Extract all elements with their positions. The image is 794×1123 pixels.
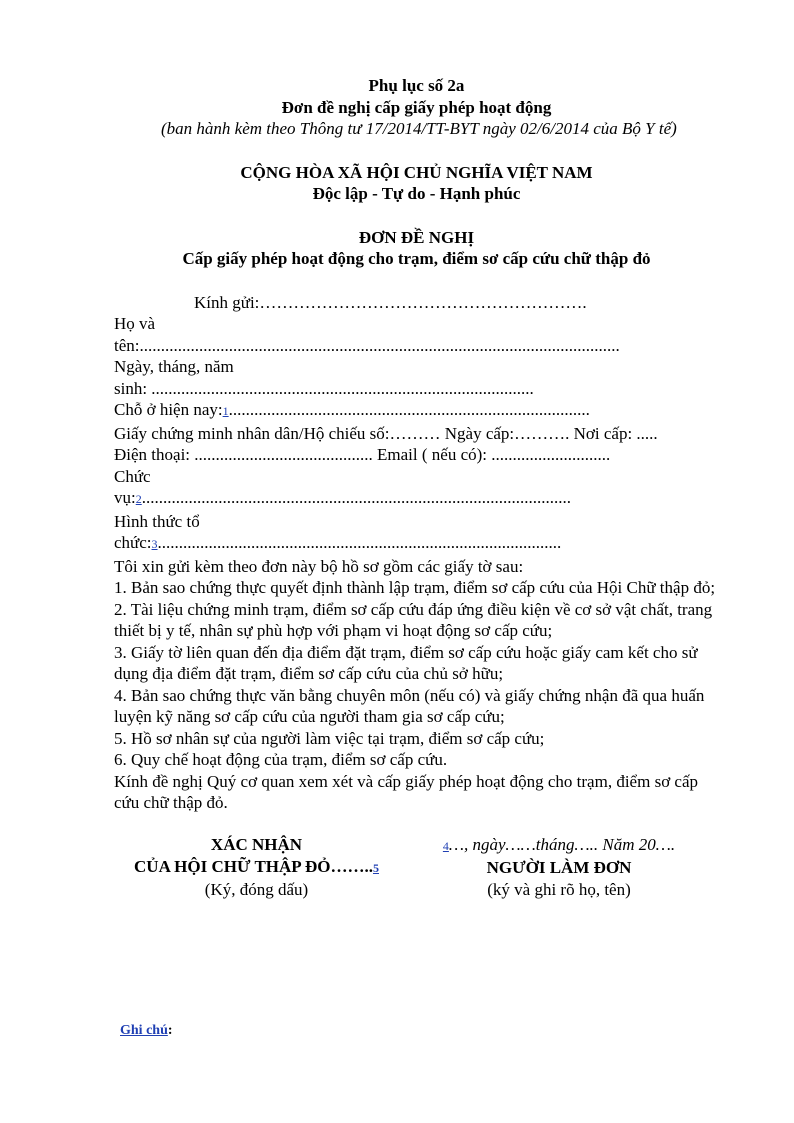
note-colon: :	[167, 1023, 173, 1038]
chuc-vu-label-2: vụ:	[114, 488, 136, 507]
issued-by-note: (ban hành kèm theo Thông tư 17/2014/TT-BYT ngày 02/6/2014 của Bộ Y tế)	[161, 119, 677, 138]
signature-block	[114, 834, 719, 901]
document-subtitle: Cấp giấy phép hoạt động cho trạm, điểm sơ cấp cứu chữ thập đỏ	[182, 249, 651, 268]
attachment-item-6: 6. Quy chế hoạt động của trạm, điểm sơ cấp cứu.	[114, 750, 448, 769]
ho-ten-field: tên:.................................................................................................................	[114, 335, 620, 355]
country-name: CỘNG HÒA XÃ HỘI CHỦ NGHĨA VIỆT NAM	[240, 162, 593, 182]
ho-ten-label: Họ và	[114, 314, 156, 333]
footnote-link-4[interactable]: 4	[442, 838, 449, 853]
attachment-item-1: 1. Bản sao chứng thực quyết định thành lập trạm, điểm sơ cấp cứu của Hội Chữ thập đỏ;	[114, 578, 716, 597]
footnote-link-2[interactable]: 2	[135, 492, 142, 506]
document-page	[114, 75, 719, 901]
note-label[interactable]: Ghi chú	[120, 1023, 168, 1038]
attachment-item-3: 3. Giấy tờ liên quan đến địa điểm đặt trạm, điểm sơ cấp cứu hoặc giấy cam kết cho sử dụng địa điểm đặt trạm, điểm sơ cấp cứu của chủ sở hữu;	[114, 642, 698, 683]
applicant-sub: (ký và ghi rõ họ, tên)	[487, 879, 631, 899]
attachment-item-5: 5. Hồ sơ nhân sự của người làm việc tại trạm, điểm sơ cấp cứu;	[114, 728, 545, 748]
kinh-gui-line: Kính gửi:………………………………………………….	[194, 292, 587, 312]
appendix-title: Phụ lục số 2a	[368, 76, 465, 95]
hinh-thuc-dots: ...............................................................................................	[157, 533, 562, 552]
document-title: ĐƠN ĐỀ NGHỊ	[358, 227, 475, 247]
red-cross-org-label: CỦA HỘI CHỮ THẬP ĐỎ……..	[134, 856, 373, 876]
attachment-item-2: 2. Tài liệu chứng minh trạm, điểm sơ cấp cứu đáp ứng điều kiện về cơ sở vật chất, trang thiết bị y tế, nhân sự phù hợp với phạm vi hoạt động sơ cấp cứu;	[114, 599, 713, 640]
date-text: …, ngày……tháng….. Năm 20….	[448, 834, 676, 854]
confirmation-sub: (Ký, đóng dấu)	[204, 879, 309, 899]
chuc-vu-label: Chức	[114, 466, 151, 486]
dien-thoai-field: Điện thoại: .......................................... Email ( nếu có): ............................	[114, 445, 611, 464]
chuc-vu-dots: .....................................................................................................	[141, 488, 571, 507]
footnote-link-5[interactable]: 5	[372, 860, 379, 875]
cmnd-field: Giấy chứng minh nhân dân/Hộ chiếu số:……… Ngày cấp:………. Nơi cấp: .....	[114, 423, 658, 443]
confirmation-title: XÁC NHẬN	[210, 834, 303, 854]
footnote-link-1[interactable]: 1	[222, 404, 229, 418]
date-line	[404, 834, 714, 857]
closing-paragraph: Kính đề nghị Quý cơ quan xem xét và cấp giấy phép hoạt động cho trạm, điểm sơ cấp cứu chữ thập đỏ.	[114, 771, 699, 812]
national-motto: Độc lập - Tự do - Hạnh phúc	[312, 184, 521, 203]
hinh-thuc-label: Hình thức tổ	[114, 511, 200, 531]
cho-o-dots: .....................................................................................	[228, 400, 590, 419]
confirmation-column	[109, 834, 404, 901]
cho-o-label: Chỗ ở hiện nay:	[114, 400, 223, 419]
attachment-item-4: 4. Bản sao chứng thực văn bằng chuyên môn (nếu có) và giấy chứng nhận đã qua huấn luyện kỹ năng sơ cấp cứu của người tham gia sơ cấp cứu;	[114, 685, 705, 726]
note-section	[120, 1020, 173, 1042]
ngay-sinh-field: sinh: ..........................................................................................	[114, 378, 534, 398]
applicant-title: NGƯỜI LÀM ĐƠN	[486, 857, 632, 877]
red-cross-org-line	[109, 856, 404, 879]
hinh-thuc-label-2: chức:	[114, 533, 152, 552]
attachments-intro: Tôi xin gửi kèm theo đơn này bộ hồ sơ gồm các giấy tờ sau:	[114, 556, 524, 576]
chuc-vu-field	[114, 487, 719, 511]
footnote-link-3[interactable]: 3	[151, 537, 158, 551]
cho-o-field	[114, 399, 719, 423]
form-title: Đơn đề nghị cấp giấy phép hoạt động	[281, 97, 552, 117]
ngay-sinh-label: Ngày, tháng, năm	[114, 357, 234, 376]
hinh-thuc-field	[114, 532, 719, 556]
applicant-column	[404, 834, 714, 901]
